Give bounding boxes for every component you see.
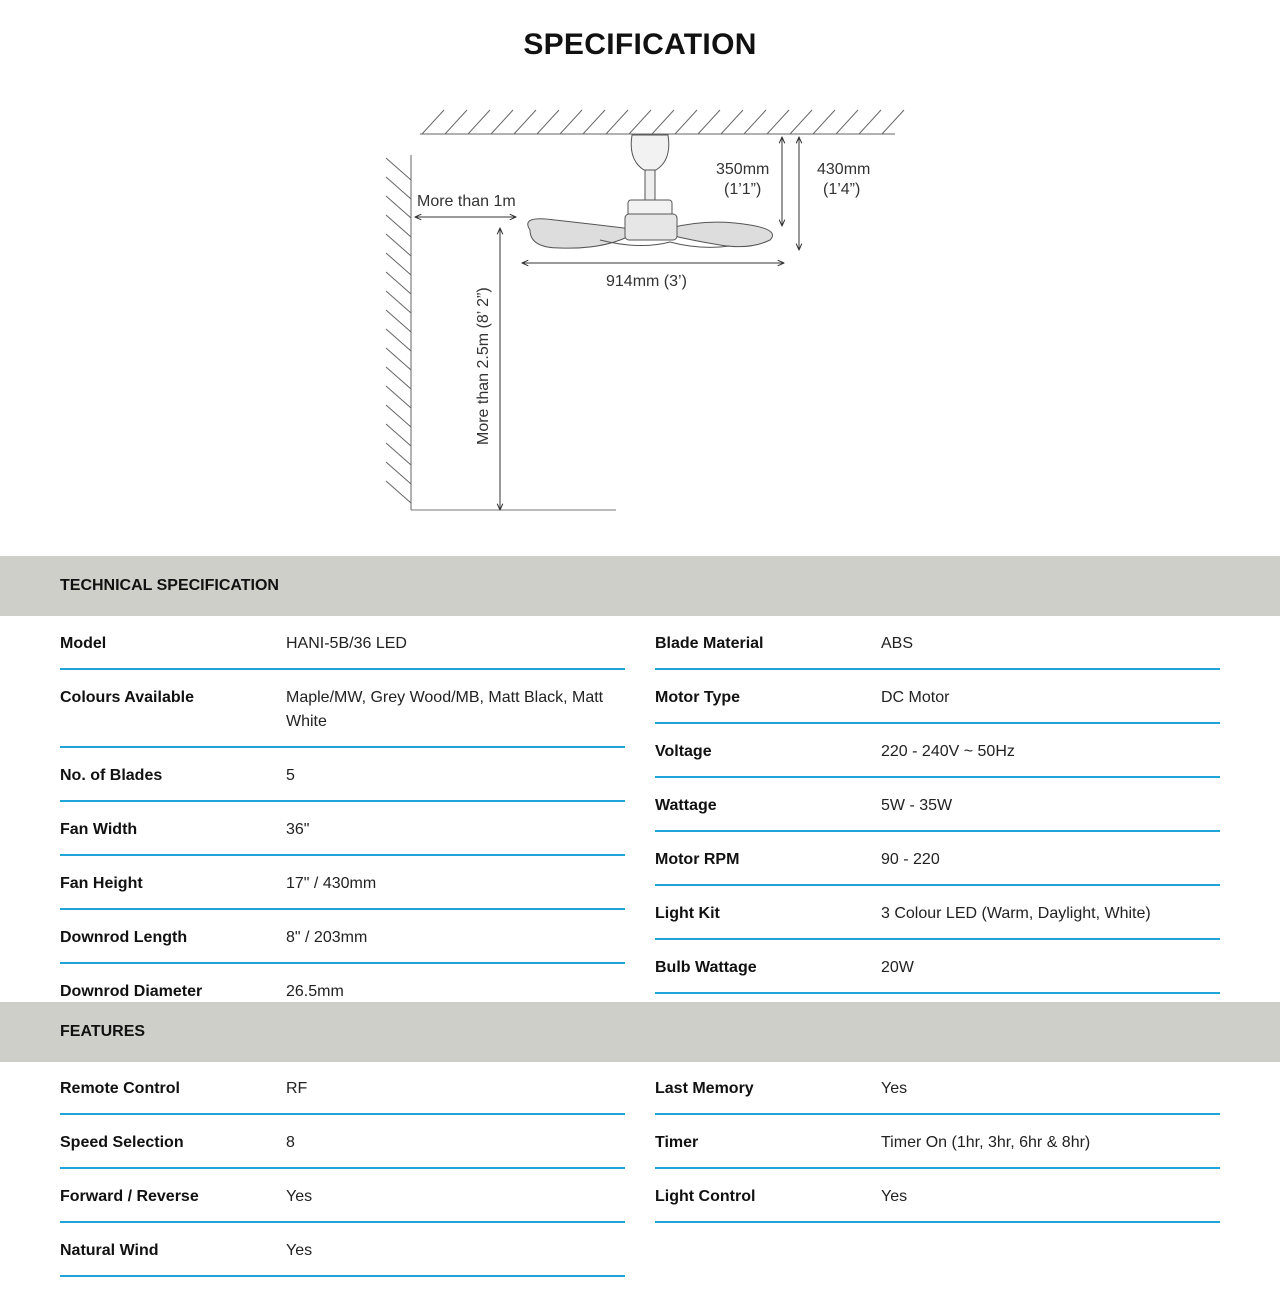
wall-hatch-line — [386, 424, 411, 446]
wall-hatch-line — [386, 443, 411, 465]
feature-row-forward-reverse — [60, 1169, 625, 1223]
technical-spec-left — [60, 616, 625, 1018]
spec-label: Voltage — [655, 743, 712, 760]
downrod-height-mm: 350mm — [716, 161, 770, 178]
spec-label: Downrod Diameter — [60, 983, 203, 1000]
spec-label: Wattage — [655, 797, 717, 814]
wall-hatch-line — [386, 462, 411, 484]
ceiling-hatch-line — [445, 110, 467, 134]
spec-label: Bulb Wattage — [655, 959, 757, 976]
feature-row-light-control — [655, 1169, 1220, 1223]
spec-row-fan-width — [60, 802, 625, 856]
feature-row-natural-wind — [60, 1223, 625, 1277]
wall-hatch-line — [386, 386, 411, 408]
wall-clearance-label: More than 1m — [417, 193, 516, 210]
feature-label: Speed Selection — [60, 1134, 184, 1151]
spec-row-voltage — [655, 724, 1220, 778]
total-height-ft: (1’4”) — [823, 181, 861, 198]
ceiling-hatch-line — [675, 110, 697, 134]
spec-value: 8" / 203mm — [286, 929, 368, 946]
feature-value: Yes — [881, 1080, 908, 1097]
technical-spec-right — [655, 616, 1220, 994]
spec-label: Downrod Length — [60, 929, 188, 946]
wall-hatch-line — [386, 405, 411, 427]
spec-value: 20W — [881, 959, 914, 976]
feature-row-timer — [655, 1115, 1220, 1169]
spec-row-light-kit — [655, 886, 1220, 940]
spec-label: No. of Blades — [60, 767, 163, 784]
feature-label: Remote Control — [60, 1080, 180, 1097]
floor-clearance-label: More than 2.5m (8’ 2”) — [475, 287, 492, 445]
spec-value: 3 Colour LED (Warm, Daylight, White) — [881, 905, 1151, 922]
spec-row-blades — [60, 748, 625, 802]
spec-value: 36" — [286, 821, 310, 838]
ceiling-hatch-line — [560, 110, 582, 134]
wall-hatch-line — [386, 215, 411, 237]
wall-hatch-line — [386, 291, 411, 313]
page-title: SPECIFICATION — [523, 28, 757, 61]
spec-row-bulb-wattage — [655, 940, 1220, 994]
ceiling-hatch-line — [813, 110, 835, 134]
feature-label: Light Control — [655, 1188, 756, 1205]
spec-label: Motor RPM — [655, 851, 740, 868]
spec-value: Maple/MW, Grey Wood/MB, Matt Black, Matt White — [286, 689, 604, 730]
feature-label: Forward / Reverse — [60, 1188, 199, 1205]
ceiling-hatch-line — [537, 110, 559, 134]
ceiling-hatch-line — [583, 110, 605, 134]
feature-label: Timer — [655, 1134, 699, 1151]
ceiling-hatch-line — [744, 110, 766, 134]
spec-value: 5W - 35W — [881, 797, 953, 814]
ceiling-hatch-line — [652, 110, 674, 134]
features-right — [655, 1061, 1220, 1223]
spec-label: Colours Available — [60, 689, 194, 706]
ceiling-hatch-line — [422, 110, 444, 134]
spec-label: Light Kit — [655, 905, 720, 922]
ceiling-hatch-line — [491, 110, 513, 134]
ceiling-hatch-line — [606, 110, 628, 134]
ceiling-hatch-line — [514, 110, 536, 134]
ceiling-hatch-line — [698, 110, 720, 134]
spec-row-downrod-length — [60, 910, 625, 964]
features-left — [60, 1061, 625, 1277]
spec-value: 90 - 220 — [881, 851, 940, 868]
spec-value: 26.5mm — [286, 983, 344, 1000]
feature-value: Yes — [881, 1188, 908, 1205]
feature-value: Timer On (1hr, 3hr, 6hr & 8hr) — [881, 1134, 1091, 1151]
ceiling — [420, 110, 904, 134]
wall-hatch-line — [386, 234, 411, 256]
spec-label: Motor Type — [655, 689, 741, 706]
total-height-mm: 430mm — [817, 161, 871, 178]
wall — [386, 155, 411, 510]
spec-label: Fan Width — [60, 821, 138, 838]
technical-spec-heading: TECHNICAL SPECIFICATION — [60, 577, 279, 594]
spec-label: Model — [60, 635, 107, 652]
spec-label: Fan Height — [60, 875, 143, 892]
wall-hatch-line — [386, 329, 411, 351]
spec-value: 5 — [286, 767, 295, 784]
ceiling-hatch-line — [859, 110, 881, 134]
ceiling-hatch-line — [629, 110, 651, 134]
technical-spec-header — [0, 556, 1280, 616]
feature-value: Yes — [286, 1188, 313, 1205]
spec-value: DC Motor — [881, 689, 950, 706]
feature-label: Last Memory — [655, 1080, 754, 1097]
wall-hatch-line — [386, 253, 411, 275]
spec-row-blade-material — [655, 616, 1220, 670]
features-header — [0, 1002, 1280, 1062]
wall-hatch-line — [386, 481, 411, 503]
ceiling-hatch-line — [882, 110, 904, 134]
wall-hatch-line — [386, 177, 411, 199]
spec-row-model — [60, 616, 625, 670]
feature-value: Yes — [286, 1242, 313, 1259]
installation-diagram — [370, 100, 910, 520]
fan-width-label: 914mm (3’) — [606, 273, 687, 290]
spec-value: ABS — [881, 635, 914, 652]
wall-hatch-line — [386, 272, 411, 294]
feature-value: 8 — [286, 1134, 295, 1151]
wall-hatch-line — [386, 310, 411, 332]
ceiling-hatch-line — [721, 110, 743, 134]
spec-row-fan-height — [60, 856, 625, 910]
feature-row-last-memory — [655, 1061, 1220, 1115]
ceiling-hatch-line — [790, 110, 812, 134]
ceiling-hatch-line — [468, 110, 490, 134]
wall-hatch-line — [386, 158, 411, 180]
spec-row-motor-rpm — [655, 832, 1220, 886]
feature-value: RF — [286, 1080, 308, 1097]
feature-row-remote — [60, 1061, 625, 1115]
spec-value: HANI-5B/36 LED — [286, 635, 407, 652]
ceiling-hatch-line — [836, 110, 858, 134]
spec-row-colours — [60, 670, 625, 748]
feature-label: Natural Wind — [60, 1242, 159, 1259]
spec-label: Blade Material — [655, 635, 764, 652]
spec-value: 17" / 430mm — [286, 875, 377, 892]
wall-hatch-line — [386, 196, 411, 218]
spec-value: 220 - 240V ~ 50Hz — [881, 743, 1015, 760]
spec-row-motor-type — [655, 670, 1220, 724]
ceiling-hatch-line — [767, 110, 789, 134]
spec-row-wattage — [655, 778, 1220, 832]
downrod-height-ft: (1’1”) — [724, 181, 762, 198]
features-heading: FEATURES — [60, 1023, 146, 1040]
feature-row-speed — [60, 1115, 625, 1169]
wall-hatch-line — [386, 348, 411, 370]
wall-hatch-line — [386, 367, 411, 389]
